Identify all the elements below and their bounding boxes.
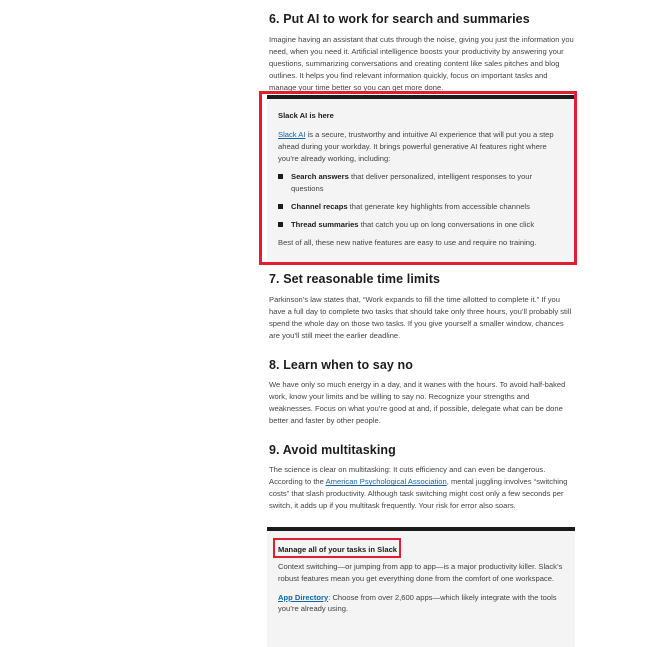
feature-name: Channel recaps [291, 201, 348, 211]
feature-name: Thread summaries [291, 219, 359, 229]
feature-desc: that deliver personalized, intelligent responses to your questions [291, 172, 533, 194]
feature-name: Search answers [291, 172, 349, 182]
callout-body: Context switching—or jumping from app to app—is a major productivity killer. Slack’s robust features mean you get everything done from the comfort of one workspace. [278, 562, 563, 583]
feature-list [278, 171, 564, 230]
feature-item-search-answers [278, 171, 564, 195]
bullet-icon [278, 222, 283, 227]
callout-closing: Best of all, these new native features are easy to use and require no training. [278, 237, 537, 247]
feature-desc: that catch you up on long conversations in one click [358, 219, 535, 229]
app-directory-paragraph [278, 592, 564, 616]
section-7-heading: 7. Set reasonable time limits [269, 272, 441, 286]
apa-link[interactable]: American Psychological Association [325, 477, 447, 487]
bullet-icon [278, 174, 283, 179]
feature-item-channel-recaps [278, 201, 564, 213]
section-8-heading: 8. Learn when to say no [269, 358, 413, 372]
app-directory-link[interactable]: App Directory [278, 592, 329, 602]
section-6-heading: 6. Put AI to work for search and summaries [269, 12, 530, 26]
section-9-heading: 9. Avoid multitasking [269, 443, 396, 457]
manage-tasks-callout [267, 527, 575, 647]
app-directory-text: : Choose from over 2,600 apps—which likely integrate with the tools you’re already using. [278, 592, 557, 614]
callout-title: Manage all of your tasks in Slack [278, 545, 398, 554]
section-8-body: We have only so much energy in a day, and it wanes with the hours. To avoid half-baked work, know your limits and be willing to say no. Recognize your strengths and weaknesses. Focus on what you’re good at and, if possible, delegate what can be done better and faster by other people. [269, 380, 566, 426]
slack-ai-link[interactable]: Slack AI [278, 130, 306, 139]
feature-desc: that generate key highlights from accessible channels [347, 201, 530, 211]
callout-title: Slack AI is here [278, 111, 334, 120]
bullet-icon [278, 204, 283, 209]
feature-item-thread-summaries [278, 219, 564, 231]
slack-ai-callout [267, 95, 575, 263]
callout-intro [278, 129, 564, 164]
section-7-body: Parkinson’s law states that, “Work expands to fill the time allotted to complete it.” If you have a full day to complete two tasks that should take only three hours, you’ll probably still spend the whole day on those two tasks. If you give yourself a smaller window, chances are you’ll still meet the earlier deadline. [269, 295, 572, 341]
section-9-text-after: , mental juggling involves “switching costs” that slash productivity. Although task switching might cost only a few seconds per switch, it adds up if you multitask frequently. Your risk for error also soars. [269, 477, 568, 511]
section-9-text-before: The science is clear on multitasking: It cuts efficiency and can even be dangerous. According to the [269, 465, 546, 487]
section-9-body [269, 464, 575, 512]
section-6-body: Imagine having an assistant that cuts through the noise, giving you just the information you need, when you need it. Artificial intelligence boosts your productivity by answering your questions, summarizing conversations and creating content like sales pitches and blog outlines. It helps you find relevant information quickly, focus on important tasks and manage your time better so you can get more done. [269, 35, 574, 93]
callout-intro-text: is a secure, trustworthy and intuitive AI experience that will put you a step ahead during your workday. It brings powerful generative AI features right where you’re already working, including: [278, 130, 554, 163]
